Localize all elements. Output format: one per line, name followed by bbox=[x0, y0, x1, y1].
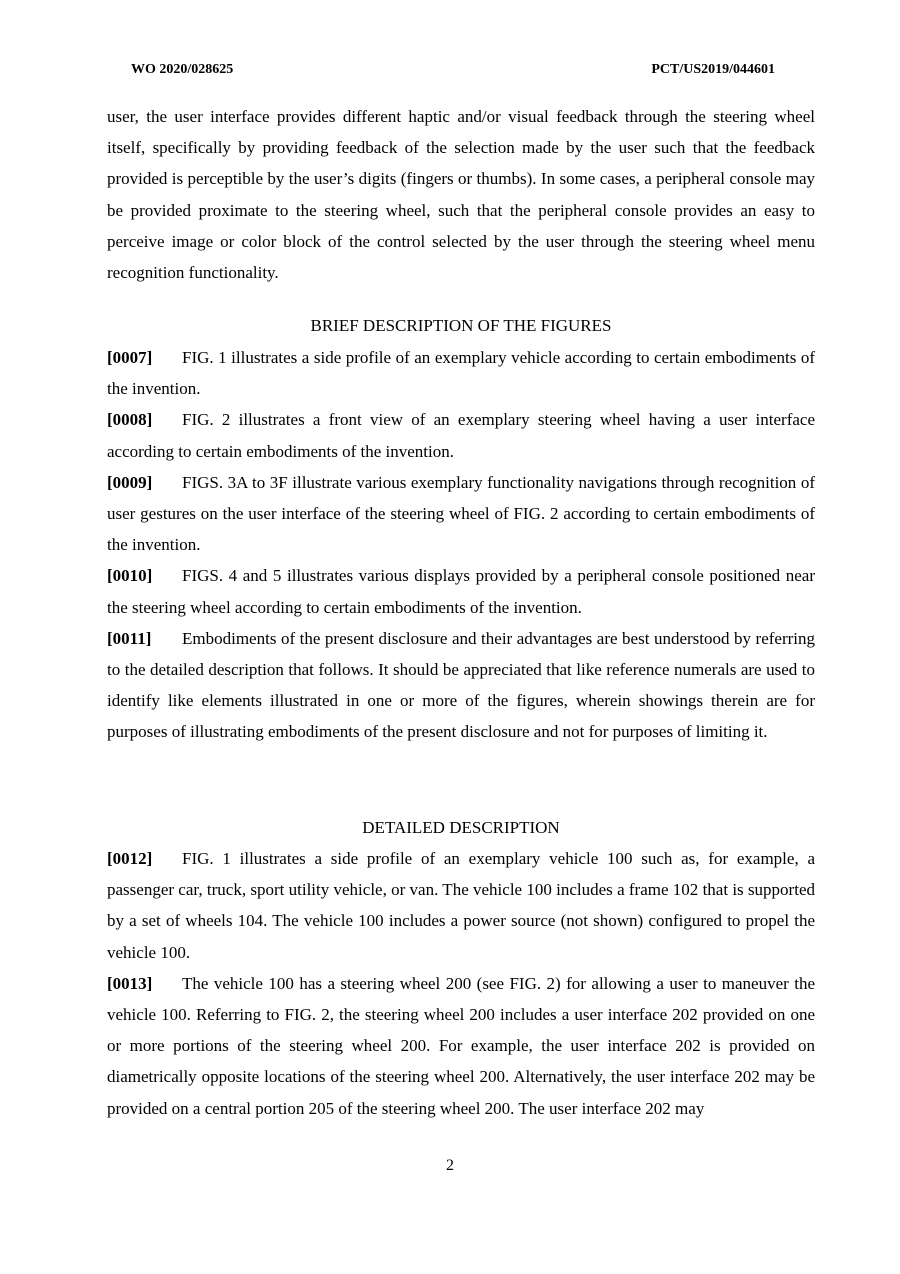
paragraph-number: [0011] bbox=[107, 628, 152, 648]
publication-number: WO 2020/028625 bbox=[131, 62, 234, 77]
paragraph-0009 bbox=[107, 467, 815, 561]
application-number: PCT/US2019/044601 bbox=[651, 62, 775, 77]
paragraph-number: [0007] bbox=[107, 348, 153, 367]
paragraph-0012 bbox=[107, 843, 815, 968]
section-heading: DETAILED DESCRIPTION bbox=[362, 818, 560, 837]
brief-description-paragraphs bbox=[107, 342, 815, 748]
page-number: 2 bbox=[446, 1157, 454, 1174]
paragraph-number: [0010] bbox=[107, 566, 153, 586]
paragraph-0013 bbox=[107, 968, 815, 1124]
paragraph-0010 bbox=[107, 560, 815, 622]
paragraph-text: FIGS. 4 and 5 illustrates various displays provided by a peripheral console positioned near the steering wheel according to certain embodiments of the invention. bbox=[107, 566, 815, 617]
paragraph-text: The vehicle 100 has a steering wheel 200 (see FIG. 2) for allowing a user to maneuver the vehicle 100. Referring to FIG. 2, the steering wheel 200 includes a user interface 202 provided on one or more portions of the steering wheel 200. For example, the user interface 202 is provided on diametrically opposite locations of the steering wheel 200. Alternatively, the user interface 202 may be provided on a central portion 205 of the steering wheel 200. The user interface 202 may bbox=[107, 973, 815, 1118]
paragraph-text: FIG. 1 illustrates a side profile of an exemplary vehicle according to certain embodiments of the invention. bbox=[107, 348, 815, 399]
paragraph-number: [0013] bbox=[107, 973, 153, 993]
detailed-description-paragraphs bbox=[107, 843, 815, 1124]
brief-description-section-heading bbox=[107, 310, 815, 341]
paragraph-number: [0012] bbox=[107, 849, 153, 868]
paragraph-text: FIG. 1 illustrates a side profile of an exemplary vehicle 100 such as, for example, a passenger car, truck, sport utility vehicle, or van. The vehicle 100 includes a frame 102 that is supported by a set of wheels 104. The vehicle 100 includes a power source (not shown) configured to propel the vehicle 100. bbox=[107, 849, 815, 962]
continuation-paragraph bbox=[107, 101, 815, 288]
section-heading: BRIEF DESCRIPTION OF THE FIGURES bbox=[310, 316, 612, 335]
paragraph-number: [0009] bbox=[107, 472, 153, 492]
page-header bbox=[131, 62, 775, 82]
paragraph-0011 bbox=[107, 623, 815, 748]
paragraph-text: FIGS. 3A to 3F illustrate various exemplary functionality navigations through recognition of user gestures on the user interface of the steering wheel of FIG. 2 according to certain embodiments of the invention. bbox=[107, 472, 815, 555]
paragraph-0008 bbox=[107, 404, 815, 466]
paragraph-0007 bbox=[107, 342, 815, 404]
paragraph-text: user, the user interface provides different haptic and/or visual feedback through the steering wheel itself, specifically by providing feedback of the selection made by the user such that the feedback provided is perceptible by the user’s digits (fingers or thumbs). In some cases, a peripheral console may be provided proximate to the steering wheel, such that the peripheral console provides an easy to perceive image or color block of the control selected by the user through the steering wheel menu recognition functionality. bbox=[107, 107, 815, 283]
detailed-description-section-heading bbox=[107, 812, 815, 843]
paragraph-number: [0008] bbox=[107, 410, 153, 430]
paragraph-text: Embodiments of the present disclosure and their advantages are best understood by referring to the detailed description that follows. It should be appreciated that like reference numerals are used to identify like elements illustrated in one or more of the figures, wherein showings therein are for purposes of illustrating embodiments of the present disclosure and not for purposes of limiting it. bbox=[107, 628, 815, 742]
paragraph-text: FIG. 2 illustrates a front view of an exemplary steering wheel having a user interface according to certain embodiments of the invention. bbox=[107, 410, 815, 461]
